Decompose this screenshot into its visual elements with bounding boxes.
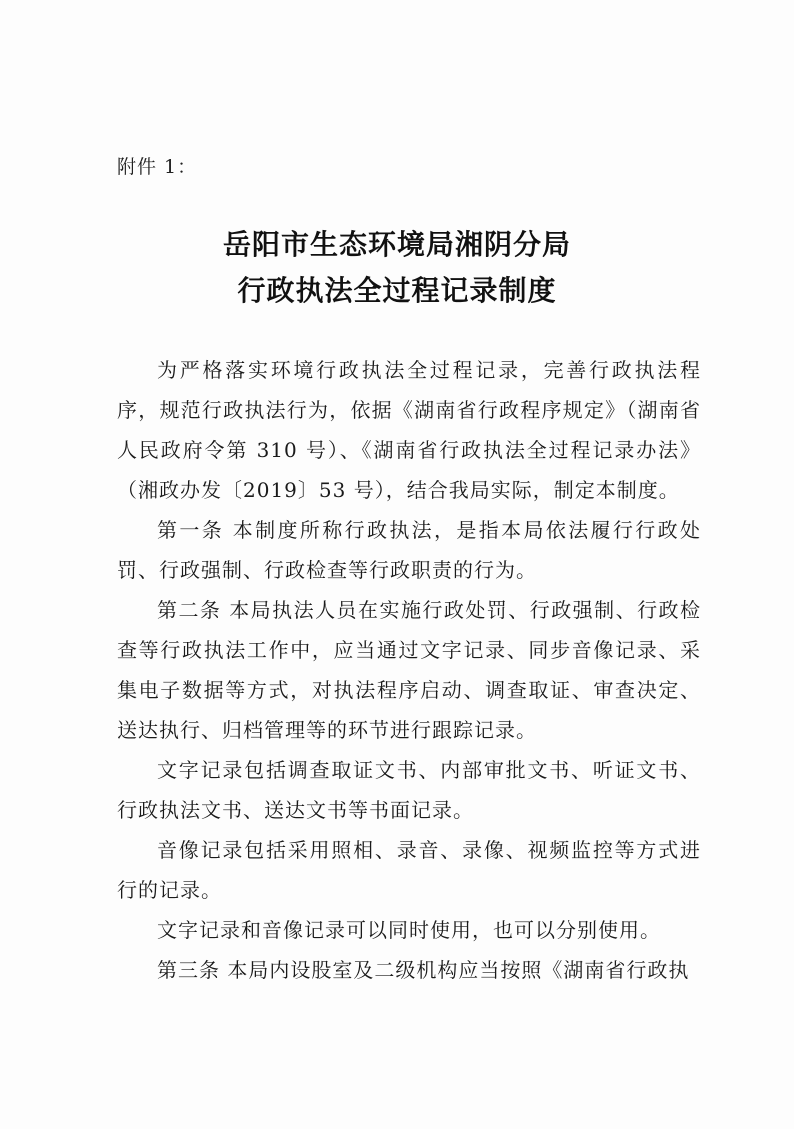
paragraph: 第一条 本制度所称行政执法，是指本局依法履行行政处罚、行政强制、行政检查等行政职责的行为。 — [117, 518, 701, 582]
attachment-label: 附件 1： — [117, 156, 198, 178]
paragraph: 第二条 本局执法人员在实施行政处罚、行政强制、行政检查等行政执法工作中，应当通过文字记录、同步音像记录、采集电子数据等方式，对执法程序启动、调查取证、审查决定、送达执行、归档管理等的环节进行跟踪记录。 — [117, 598, 701, 742]
paragraph: 第三条 本局内设股室及二级机构应当按照《湖南省行政执 — [157, 958, 690, 982]
paragraph: 为严格落实环境行政执法全过程记录，完善行政执法程序，规范行政执法行为，依据《湖南省行政程序规定》（湖南省人民政府令第 310 号）、《湖南省行政执法全过程记录办法》（湘政办发〔2019〕53 号），结合我局实际，制定本制度。 — [117, 358, 701, 502]
document-title-line-2: 行政执法全过程记录制度 — [237, 274, 557, 307]
document-title-line-1: 岳阳市生态环境局湘阴分局 — [222, 228, 571, 261]
paragraph: 音像记录包括采用照相、录音、录像、视频监控等方式进行的记录。 — [117, 838, 701, 902]
document-body — [117, 350, 701, 990]
paragraph: 文字记录包括调查取证文书、内部审批文书、听证文书、行政执法文书、送达文书等书面记录。 — [117, 758, 701, 822]
paragraph: 文字记录和音像记录可以同时使用，也可以分别使用。 — [157, 918, 661, 942]
